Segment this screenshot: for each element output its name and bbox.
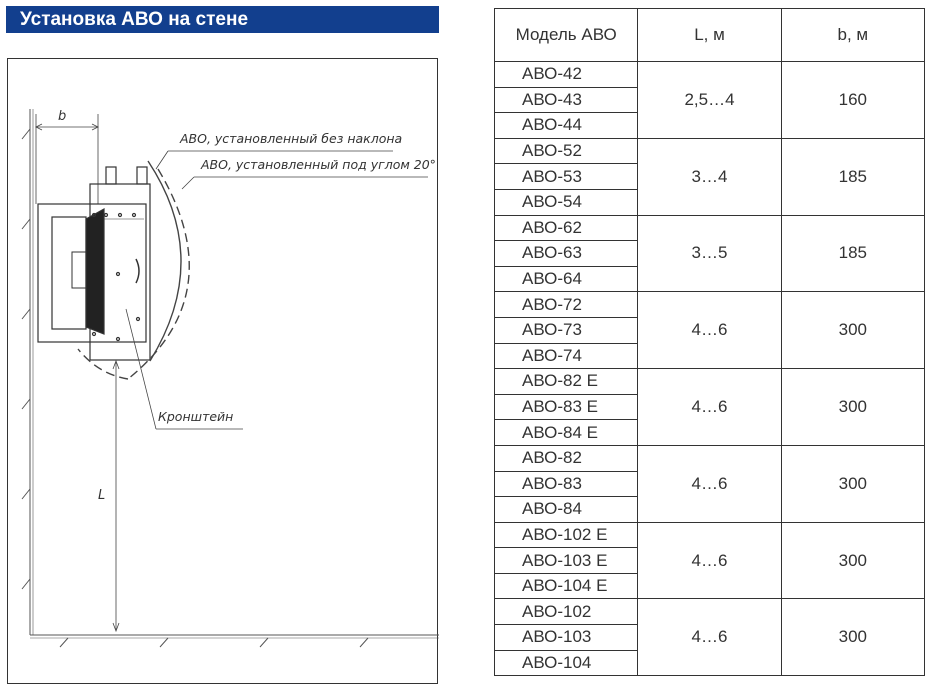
model-cell: АВО-82 bbox=[495, 445, 638, 471]
model-cell: АВО-74 bbox=[495, 343, 638, 369]
header-L: L, м bbox=[638, 9, 781, 62]
model-cell: АВО-63 bbox=[495, 241, 638, 267]
b-cell: 160 bbox=[781, 62, 924, 139]
table-row bbox=[495, 292, 925, 318]
model-cell: АВО-83 Е bbox=[495, 394, 638, 420]
b-cell: 300 bbox=[781, 369, 924, 446]
l-cell: 4…6 bbox=[638, 292, 781, 369]
header-b: b, м bbox=[781, 9, 924, 62]
b-cell: 185 bbox=[781, 215, 924, 292]
model-cell: АВО-104 bbox=[495, 650, 638, 676]
table-row bbox=[495, 138, 925, 164]
dimension-b bbox=[36, 114, 98, 204]
table-row bbox=[495, 599, 925, 625]
model-cell: АВО-62 bbox=[495, 215, 638, 241]
model-cell: АВО-52 bbox=[495, 138, 638, 164]
model-cell: АВО-53 bbox=[495, 164, 638, 190]
table-row bbox=[495, 522, 925, 548]
b-cell: 300 bbox=[781, 292, 924, 369]
model-cell: АВО-103 Е bbox=[495, 548, 638, 574]
heater-unit bbox=[38, 167, 150, 360]
header-model: Модель АВО bbox=[495, 9, 638, 62]
model-cell: АВО-102 Е bbox=[495, 522, 638, 548]
table-row bbox=[495, 369, 925, 395]
l-cell: 2,5…4 bbox=[638, 62, 781, 139]
b-cell: 185 bbox=[781, 138, 924, 215]
specs-table bbox=[494, 8, 925, 676]
model-cell: АВО-72 bbox=[495, 292, 638, 318]
table-header-row bbox=[495, 9, 925, 62]
l-cell: 4…6 bbox=[638, 599, 781, 676]
table-row bbox=[495, 445, 925, 471]
model-cell: АВО-44 bbox=[495, 113, 638, 139]
model-cell: АВО-54 bbox=[495, 189, 638, 215]
b-cell: 300 bbox=[781, 445, 924, 522]
label-b: b bbox=[58, 109, 67, 124]
model-cell: АВО-84 Е bbox=[495, 420, 638, 446]
l-cell: 3…4 bbox=[638, 138, 781, 215]
table-row bbox=[495, 62, 925, 88]
l-cell: 3…5 bbox=[638, 215, 781, 292]
model-cell: АВО-82 Е bbox=[495, 369, 638, 395]
model-cell: АВО-102 bbox=[495, 599, 638, 625]
model-cell: АВО-42 bbox=[495, 62, 638, 88]
dimension-L bbox=[113, 361, 119, 631]
model-cell: АВО-73 bbox=[495, 317, 638, 343]
l-cell: 4…6 bbox=[638, 445, 781, 522]
l-cell: 4…6 bbox=[638, 369, 781, 446]
note-no-tilt: АВО, установленный без наклона bbox=[180, 131, 403, 146]
wall bbox=[22, 109, 439, 647]
leaders bbox=[126, 151, 428, 429]
model-cell: АВО-64 bbox=[495, 266, 638, 292]
model-cell: АВО-43 bbox=[495, 87, 638, 113]
note-tilt: АВО, установленный под углом 20° bbox=[201, 157, 436, 172]
model-cell: АВО-103 bbox=[495, 625, 638, 651]
model-cell: АВО-84 bbox=[495, 497, 638, 523]
table-row bbox=[495, 215, 925, 241]
l-cell: 4…6 bbox=[638, 522, 781, 599]
model-cell: АВО-83 bbox=[495, 471, 638, 497]
installation-drawing bbox=[7, 58, 438, 684]
model-cell: АВО-104 Е bbox=[495, 573, 638, 599]
label-L: L bbox=[98, 488, 106, 503]
b-cell: 300 bbox=[781, 599, 924, 676]
section-title: Установка АВО на стене bbox=[6, 6, 439, 33]
drawing-svg bbox=[8, 59, 439, 685]
b-cell: 300 bbox=[781, 522, 924, 599]
note-bracket: Кронштейн bbox=[158, 409, 234, 424]
